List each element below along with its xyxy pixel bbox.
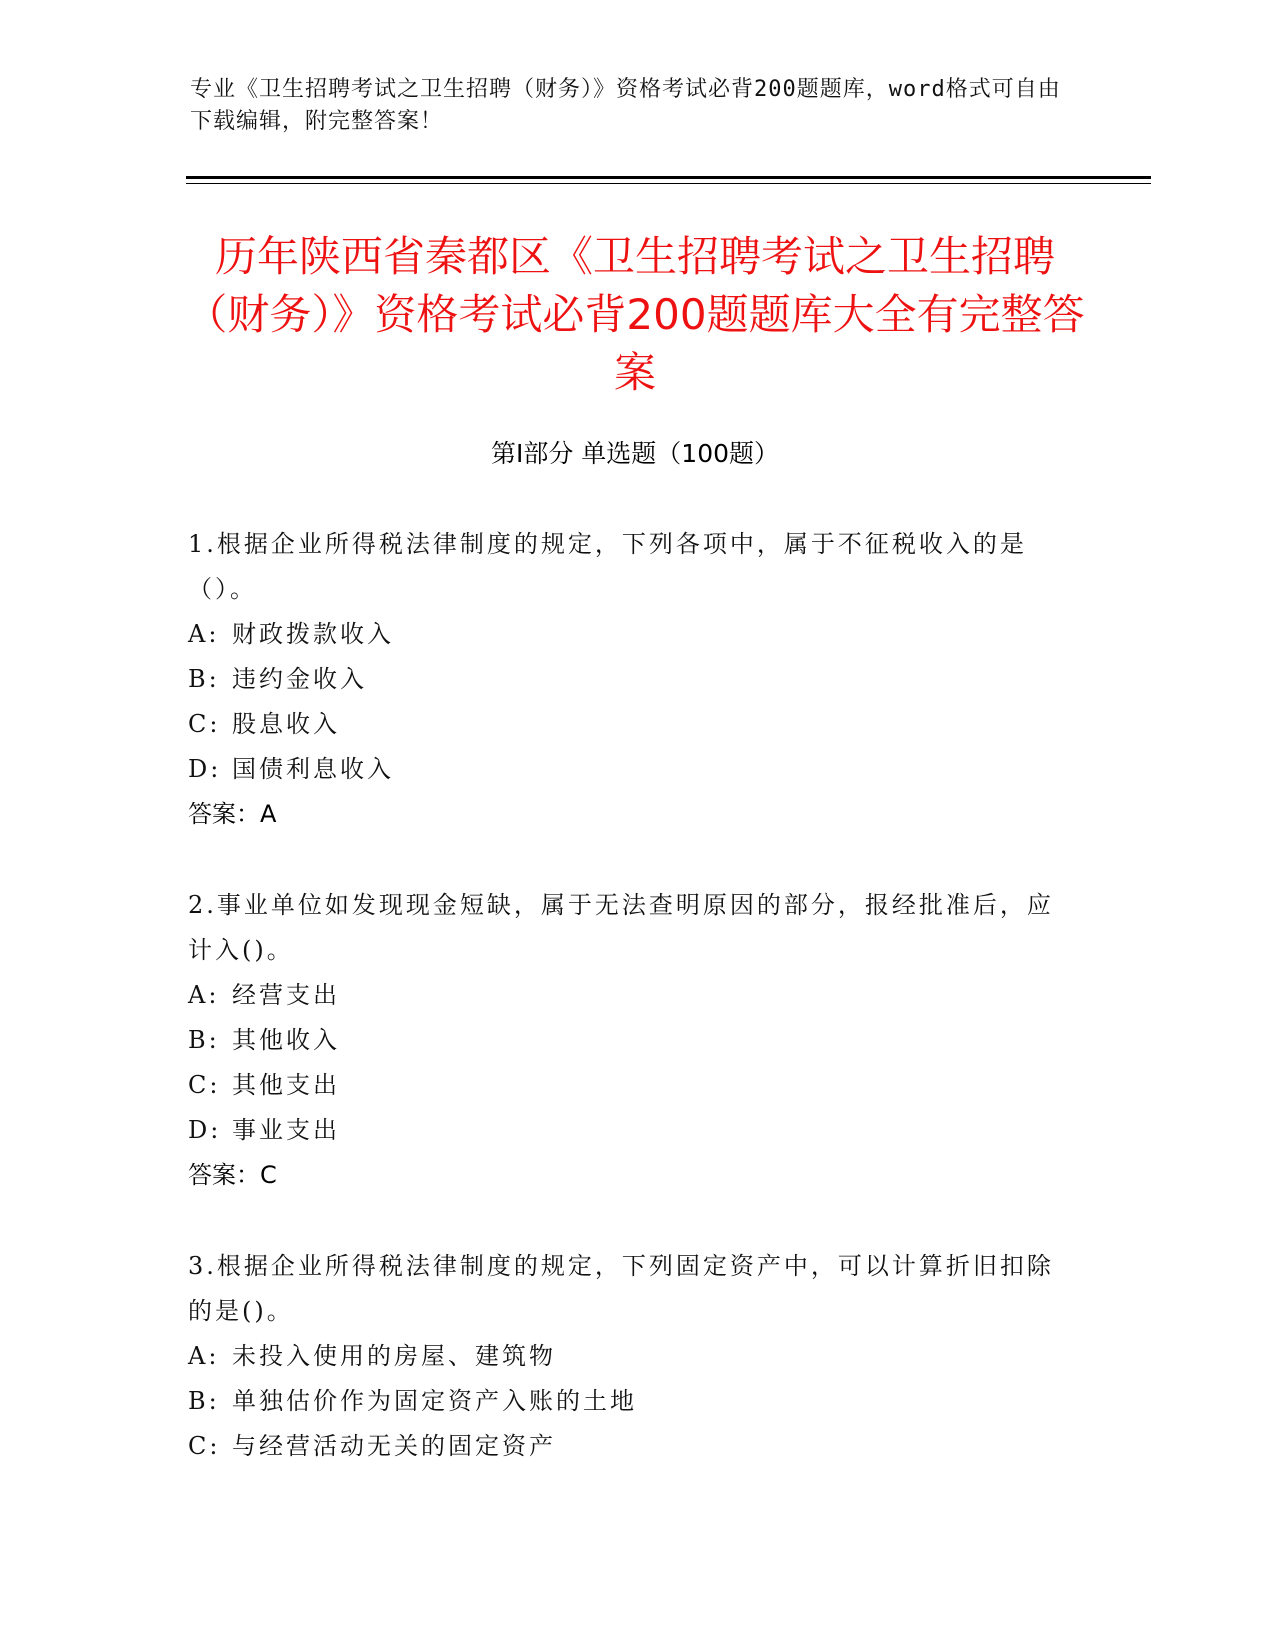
option-text: 单独估价作为固定资产入账的土地 <box>232 1387 637 1415</box>
option-text: 其他支出 <box>232 1071 340 1099</box>
answer-prefix: 答案： <box>188 800 260 828</box>
option-b <box>188 1379 1068 1424</box>
option-key: B: <box>188 1387 220 1415</box>
option-key: C: <box>188 710 221 738</box>
option-key: A: <box>188 620 220 648</box>
document-title: 历年陕西省秦都区《卫生招聘考试之卫生招聘（财务）》资格考试必背200题题库大全有完整答案 <box>185 232 1085 397</box>
answer-prefix: 答案： <box>188 1161 260 1189</box>
option-key: B: <box>188 1026 220 1054</box>
question-stem: 3.根据企业所得税法律制度的规定，下列固定资产中，可以计算折旧扣除的是()。 <box>188 1252 1054 1325</box>
option-text: 股息收入 <box>232 710 340 738</box>
question-2 <box>188 883 1068 1198</box>
answer-value: A <box>260 800 277 828</box>
option-text: 国债利息收入 <box>232 755 394 783</box>
option-c <box>188 702 1068 747</box>
option-key: D: <box>188 1116 222 1144</box>
option-text: 违约金收入 <box>232 665 367 693</box>
option-d <box>188 747 1068 792</box>
option-key: D: <box>188 755 222 783</box>
question-list <box>188 522 1068 1515</box>
option-text: 事业支出 <box>232 1116 340 1144</box>
answer-line <box>188 792 1068 837</box>
question-stem: 2.事业单位如发现现金短缺，属于无法查明原因的部分，报经批准后，应计入()。 <box>188 891 1054 964</box>
option-a <box>188 973 1068 1018</box>
header-note: 专业《卫生招聘考试之卫生招聘（财务）》资格考试必背200题题库，word格式可自由下载编辑，附完整答案！ <box>190 77 1061 134</box>
option-text: 经营支出 <box>232 981 340 1009</box>
option-text: 未投入使用的房屋、建筑物 <box>232 1342 556 1370</box>
option-text: 与经营活动无关的固定资产 <box>232 1432 556 1460</box>
question-stem: 1.根据企业所得税法律制度的规定，下列各项中，属于不征税收入的是（）。 <box>188 530 1027 603</box>
option-d <box>188 1108 1068 1153</box>
header-rule-thick <box>186 176 1151 179</box>
question-1 <box>188 522 1068 837</box>
option-c <box>188 1063 1068 1108</box>
option-key: B: <box>188 665 220 693</box>
header-rule-thin <box>186 183 1151 184</box>
option-c <box>188 1424 1068 1469</box>
option-a <box>188 1334 1068 1379</box>
option-b <box>188 1018 1068 1063</box>
section-title: 第Ⅰ部分 单选题（100题） <box>490 439 780 468</box>
answer-value: C <box>260 1161 277 1189</box>
option-key: A: <box>188 1342 220 1370</box>
option-b <box>188 657 1068 702</box>
option-key: C: <box>188 1071 221 1099</box>
question-3 <box>188 1244 1068 1469</box>
option-key: A: <box>188 981 220 1009</box>
option-text: 其他收入 <box>232 1026 340 1054</box>
option-key: C: <box>188 1432 221 1460</box>
option-text: 财政拨款收入 <box>232 620 394 648</box>
answer-line <box>188 1153 1068 1198</box>
option-a <box>188 612 1068 657</box>
